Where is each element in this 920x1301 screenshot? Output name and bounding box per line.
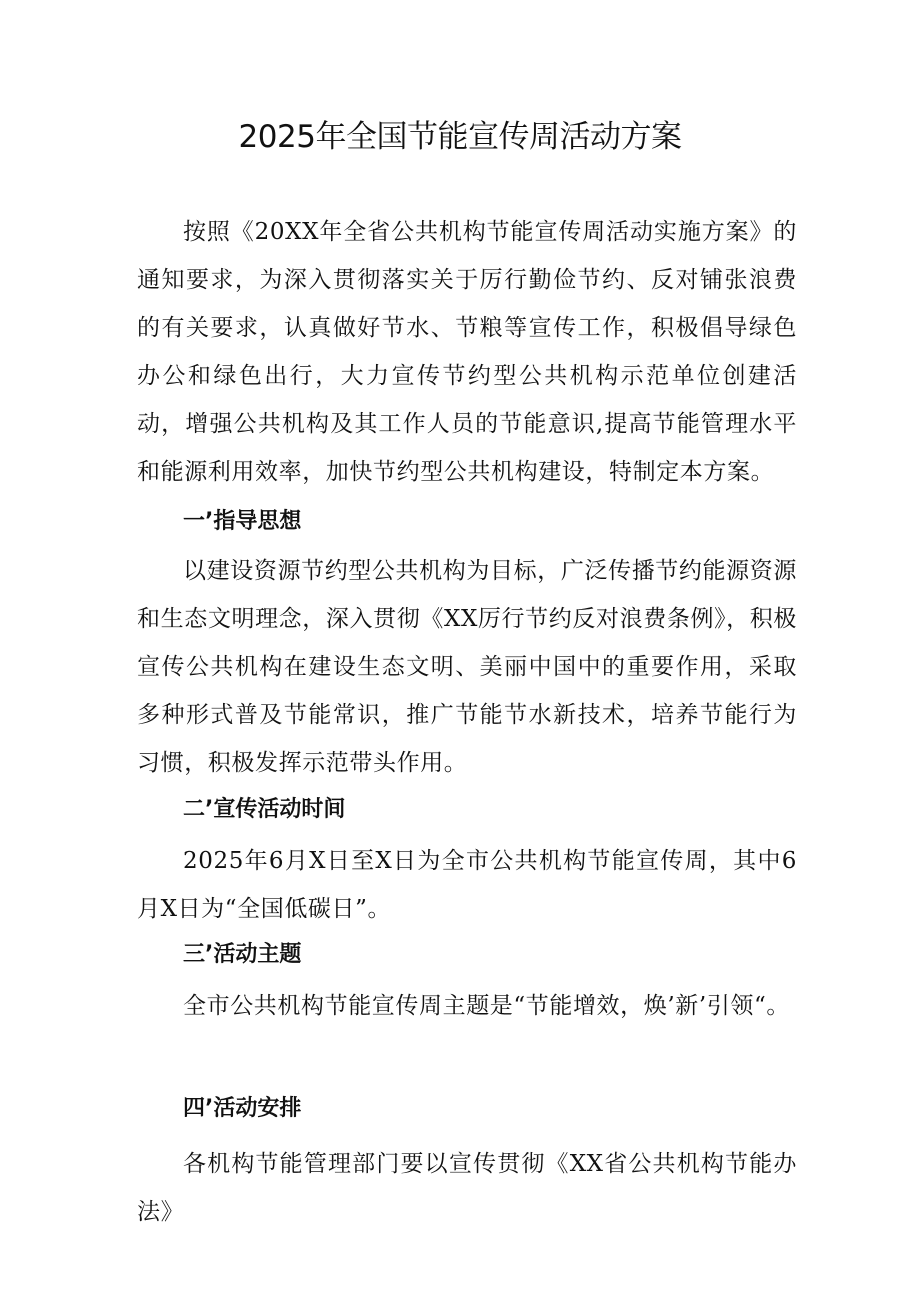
section-paragraph-guiding-ideology: 以建设资源节约型公共机构为目标，广泛传播节约能源资源和生态文明理念，深入贯彻《XX厉行节约反对浪费条例》，积极宣传公共机构在建设生态文明、美丽中国中的重要作用，采取多种形式普及节能常识，推广节能节水新技术，培养节能行为习惯，积极发挥示范带头作用。 (137, 558, 797, 776)
section-paragraph-campaign-arrangements: 各机构节能管理部门要以宣传贯彻《XX省公共机构节能办法》 (137, 1151, 797, 1225)
intro-paragraph: 按照《20XX年全省公共机构节能宣传周活动实施方案》的通知要求，为深入贯彻落实关于厉行勤俭节约、反对铺张浪费的有关要求，认真做好节水、节粮等宣传工作，积极倡导绿色办公和绿色出行，大力宣传节约型公共机构示范单位创建活动，增强公共机构及其工作人员的节能意识,提高节能管理水平和能源利用效率，加快节约型公共机构建设，特制定本方案。 (137, 219, 797, 485)
section-heading-campaign-time: 二’宣传活动时间 (183, 797, 346, 822)
section-paragraph-campaign-time: 2025年6月X日至X日为全市公共机构节能宣传周，其中6月X日为“全国低碳日”。 (137, 848, 797, 922)
section-heading-campaign-theme: 三’活动主题 (183, 942, 302, 967)
section-heading-campaign-arrangements: 四’活动安排 (183, 1096, 302, 1121)
section-paragraph-campaign-theme: 全市公共机构节能宣传周主题是“节能增效，焕’新’引领“。 (183, 993, 790, 1019)
document-title: 2025年全国节能宣传周活动方案 (238, 119, 682, 155)
section-heading-guiding-ideology: 一’指导思想 (183, 509, 302, 534)
